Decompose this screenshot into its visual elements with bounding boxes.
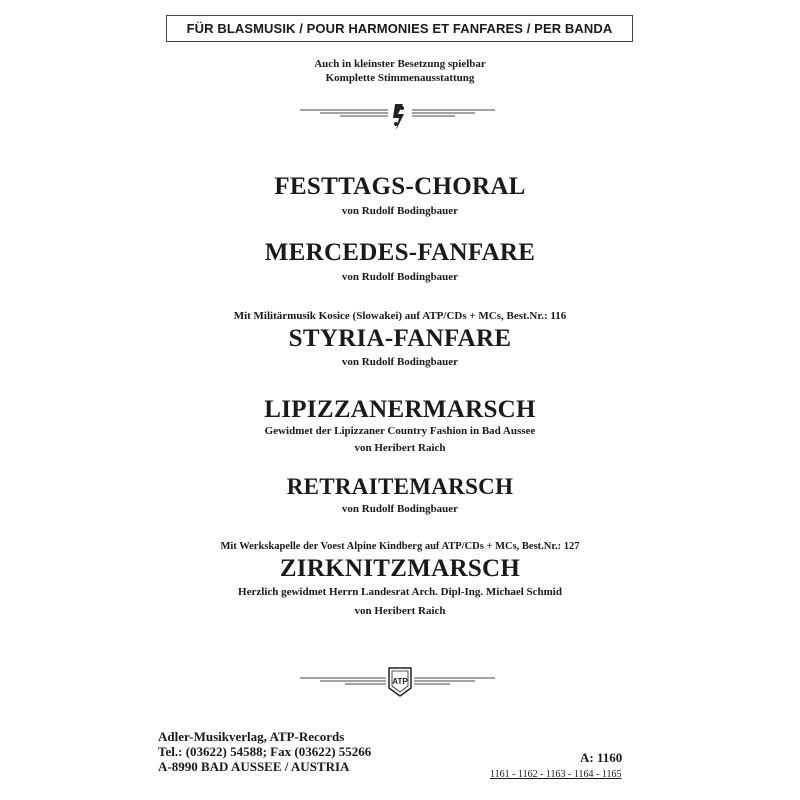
piece-composer: von Heribert Raich <box>354 605 446 617</box>
header-banner-text: FÜR BLASMUSIK / POUR HARMONIES ET FANFARES / PER BANDA <box>186 21 613 36</box>
piece-composer: von Rudolf Bodingbauer <box>341 271 459 283</box>
piece-dedication: Herzlich gewidmet Herrn Landesrat Arch. Dipl-Ing. Michael Schmid <box>238 586 562 598</box>
piece-composer: von Rudolf Bodingbauer <box>341 356 459 368</box>
catalog-number: A: 1160 <box>580 750 623 765</box>
atp-logo-text: ATP <box>392 677 408 686</box>
piece-composer: von Rudolf Bodingbauer <box>341 205 459 217</box>
piece-title-mercedes-fanfare: MERCEDES-FANFARE <box>264 239 536 266</box>
recording-note: Mit Militärmusik Kosice (Slowakei) auf ATP/CDs + MCs, Best.Nr.: 116 <box>233 310 567 322</box>
piece-composer: von Heribert Raich <box>354 442 446 454</box>
piece-title-retraitemarsch: RETRAITEMARSCH <box>286 474 514 499</box>
intro-line-2: Komplette Stimmenausstattung <box>325 72 475 84</box>
publisher-block <box>158 729 371 774</box>
intro-line-1: Auch in kleinster Besetzung spielbar <box>314 58 486 70</box>
publisher-phone: Tel.: (03622) 54588; Fax (03622) 55266 <box>158 744 372 759</box>
publisher-name: Adler-Musikverlag, ATP-Records <box>158 729 345 744</box>
piece-title-zirknitzmarsch: ZIRKNITZMARSCH <box>279 555 521 582</box>
header-banner <box>166 15 633 42</box>
atp-logo <box>300 660 500 700</box>
piece-title-lipizzanermarsch: LIPIZZANERMARSCH <box>264 396 536 423</box>
publisher-address: A-8990 BAD AUSSEE / AUSTRIA <box>158 759 350 774</box>
recording-note: Mit Werkskapelle der Voest Alpine Kindberg auf ATP/CDs + MCs, Best.Nr.: 127 <box>220 541 580 552</box>
piece-title-styria-fanfare: STYRIA-FANFARE <box>288 325 512 352</box>
piece-composer: von Rudolf Bodingbauer <box>341 503 459 515</box>
catalog-range: 1161 - 1162 - 1163 - 1164 - 1165 <box>490 769 622 780</box>
piece-title-festtags-choral: FESTTAGS-CHORAL <box>274 173 526 200</box>
ornament-divider-icon <box>300 100 500 140</box>
piece-dedication: Gewidmet der Lipizzaner Country Fashion in Bad Aussee <box>264 425 536 437</box>
